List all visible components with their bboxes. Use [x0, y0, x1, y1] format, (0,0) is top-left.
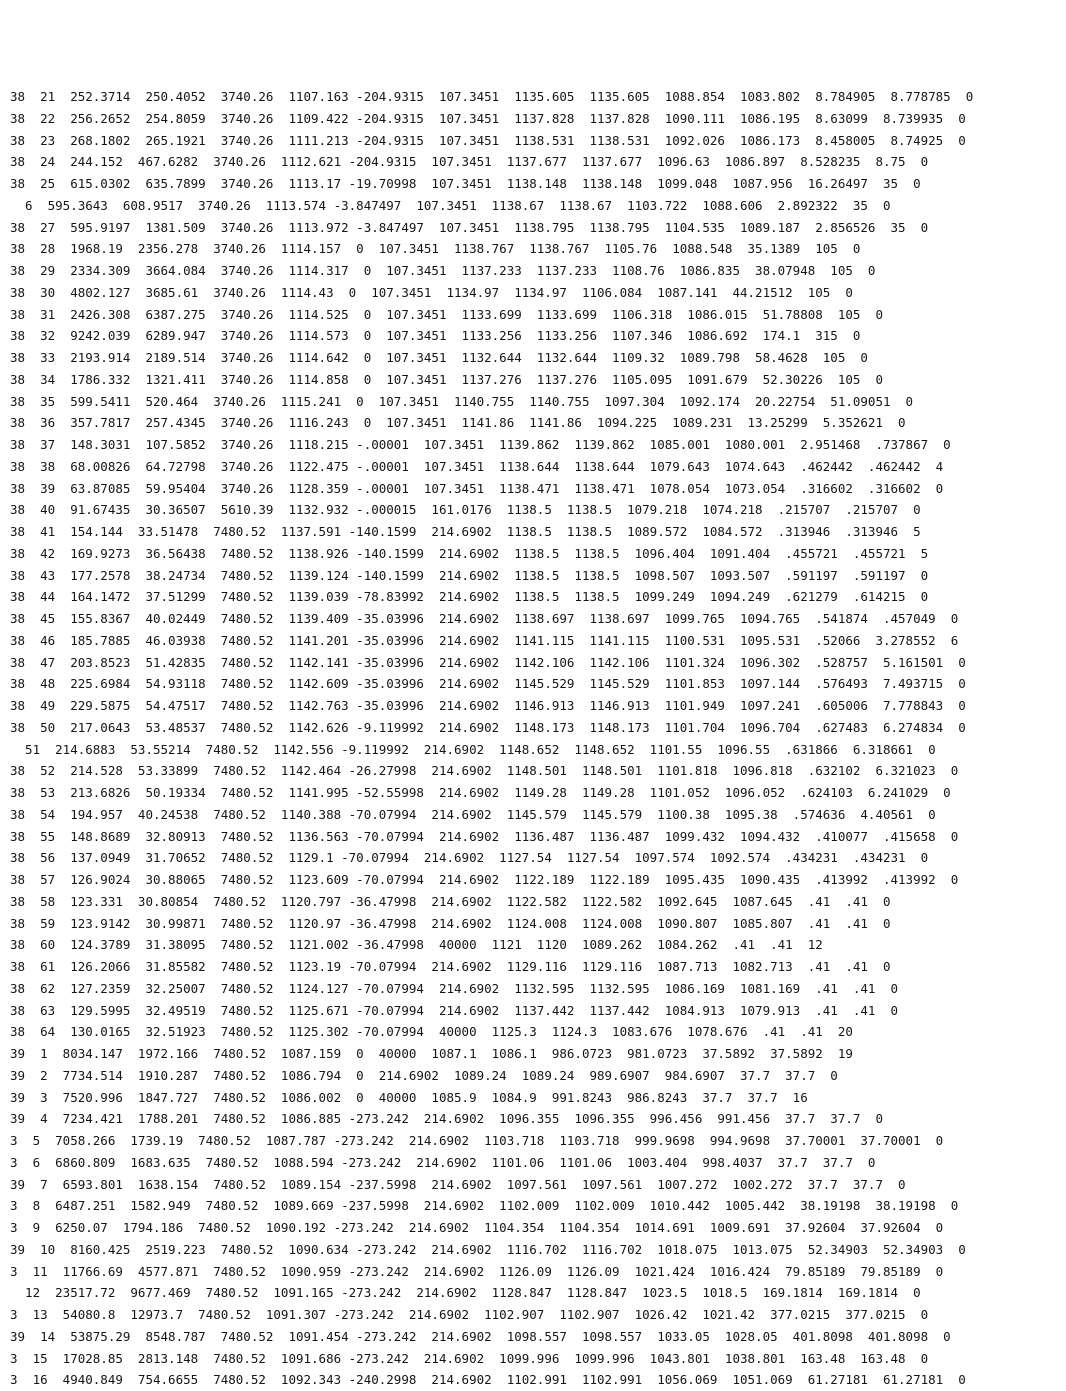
data-row: 38 29 2334.309 3664.084 3740.26 1114.317 0 107.3451 1137.233 1137.233 1108.76 1086.835 38.07948 105 0: [10, 263, 876, 278]
data-row: 38 37 148.3031 107.5852 3740.26 1118.215 -.00001 107.3451 1139.862 1139.862 1085.001 1080.001 2.951468 .737867 0: [10, 437, 951, 452]
data-row: 39 3 7520.996 1847.727 7480.52 1086.002 0 40000 1085.9 1084.9 991.8243 986.8243 37.7 37.7 16: [10, 1089, 808, 1105]
data-row: 38 35 599.5411 520.464 3740.26 1115.241 0 107.3451 1140.755 1140.755 1097.304 1092.174 20.22754 51.09051 0: [10, 393, 914, 409]
data-row: 3 15 17028.85 2813.148 7480.52 1091.686 -273.242 214.6902 1099.996 1099.996 1043.801 1038.801 163.48 163.48 0: [10, 1350, 929, 1366]
data-row: 38 34 1786.332 1321.411 3740.26 1114.858 0 107.3451 1137.276 1137.276 1105.095 1091.679 52.30226 105 0: [10, 371, 883, 387]
data-row: 3 5 7058.266 1739.19 7480.52 1087.787 -273.242 214.6902 1103.718 1103.718 999.9698 994.9698 37.70001 37.70001 0: [10, 1133, 944, 1148]
data-row: 38 50 217.0643 53.48537 7480.52 1142.626 -9.119992 214.6902 1148.173 1148.173 1101.704 1096.704 .627483 6.274834 0: [10, 719, 966, 735]
data-row: 38 59 123.9142 30.99871 7480.52 1120.97 -36.47998 214.6902 1124.008 1124.008 1090.807 1085.807 .41 .41 0: [10, 915, 891, 931]
data-row: 38 49 229.5875 54.47517 7480.52 1142.763 -35.03996 214.6902 1146.913 1146.913 1101.949 1097.241 .605006 7.778843 0: [10, 698, 966, 713]
data-row: 38 61 126.2066 31.85582 7480.52 1123.19 -70.07994 214.6902 1129.116 1129.116 1087.713 1082.713 .41 .41 0: [10, 959, 891, 974]
data-row: 38 39 63.87085 59.95404 3740.26 1128.359 -.00001 107.3451 1138.471 1138.471 1078.054 1073.054 .316602 .316602 0: [10, 480, 944, 496]
data-row: 3 6 6860.809 1683.635 7480.52 1088.594 -273.242 214.6902 1101.06 1101.06 1003.404 998.4037 37.7 37.7 0: [10, 1154, 876, 1170]
data-row: 39 14 53875.29 8548.787 7480.52 1091.454 -273.242 214.6902 1098.557 1098.557 1033.05 1028.05 401.8098 401.8098 0: [10, 1328, 951, 1344]
data-row: 38 52 214.528 53.33899 7480.52 1142.464 -26.27998 214.6902 1148.501 1148.501 1101.818 1096.818 .632102 6.321023 0: [10, 763, 959, 779]
data-row: 38 46 185.7885 46.03938 7480.52 1141.201 -35.03996 214.6902 1141.115 1141.115 1100.531 1095.531 .52066 3.278552 6: [10, 632, 959, 648]
data-row: 38 33 2193.914 2189.514 3740.26 1114.642 0 107.3451 1132.644 1132.644 1109.32 1089.798 58.4628 105 0: [10, 350, 868, 365]
data-row: 38 22 256.2652 254.8059 3740.26 1109.422 -204.9315 107.3451 1137.828 1137.828 1090.111 1086.195 8.63099 8.739935 0: [10, 110, 966, 126]
data-row: 3 13 54080.8 12973.7 7480.52 1091.307 -273.242 214.6902 1102.907 1102.907 1026.42 1021.42 377.0215 377.0215 0: [10, 1307, 929, 1322]
data-row: 39 10 8160.425 2519.223 7480.52 1090.634 -273.242 214.6902 1116.702 1116.702 1018.075 1013.075 52.34903 52.34903 0: [10, 1241, 966, 1257]
data-row: 38 21 252.3714 250.4052 3740.26 1107.163 -204.9315 107.3451 1135.605 1135.605 1088.854 1083.802 8.784905 8.778785 0: [10, 89, 974, 104]
data-row: 38 30 4802.127 3685.61 3740.26 1114.43 0 107.3451 1134.97 1134.97 1106.084 1087.141 44.21512 105 0: [10, 284, 853, 300]
data-row: 3 16 4940.849 754.6655 7480.52 1092.343 -240.2998 214.6902 1102.991 1102.991 1056.069 1051.069 61.27181 61.27181 0: [10, 1372, 966, 1388]
data-row: 38 24 244.152 467.6282 3740.26 1112.621 -204.9315 107.3451 1137.677 1137.677 1096.63 1086.897 8.528235 8.75 0: [10, 154, 929, 170]
data-row: 38 64 130.0165 32.51923 7480.52 1125.302 -70.07994 40000 1125.3 1124.3 1083.676 1078.676 .41 .41 20: [10, 1024, 853, 1040]
data-row: 12 23517.72 9677.469 7480.52 1091.165 -273.242 214.6902 1128.847 1128.847 1023.5 1018.5 169.1814 169.1814 0: [10, 1285, 921, 1301]
data-row: 38 57 126.9024 30.88065 7480.52 1123.609 -70.07994 214.6902 1122.189 1122.189 1095.435 1090.435 .413992 .413992 0: [10, 872, 959, 887]
data-row: 38 25 615.0302 635.7899 3740.26 1113.17 -19.70998 107.3451 1138.148 1138.148 1099.048 1087.956 16.26497 35 0: [10, 176, 921, 191]
data-row: 38 47 203.8523 51.42835 7480.52 1142.141 -35.03996 214.6902 1142.106 1142.106 1101.324 1096.302 .528757 5.161501 0: [10, 654, 966, 670]
data-row: 38 31 2426.308 6387.275 3740.26 1114.525 0 107.3451 1133.699 1133.699 1106.318 1086.015 51.78808 105 0: [10, 306, 883, 322]
data-row: 39 1 8034.147 1972.166 7480.52 1087.159 0 40000 1087.1 1086.1 986.0723 981.0723 37.5892 37.5892 19: [10, 1046, 853, 1061]
data-row: 38 54 194.957 40.24538 7480.52 1140.388 -70.07994 214.6902 1145.579 1145.579 1100.38 1095.38 .574636 4.40561 0: [10, 806, 936, 822]
data-row: 38 63 129.5995 32.49519 7480.52 1125.671 -70.07994 214.6902 1137.442 1137.442 1084.913 1079.913 .41 .41 0: [10, 1002, 899, 1018]
data-row: 39 2 7734.514 1910.287 7480.52 1086.794 0 214.6902 1089.24 1089.24 989.6907 984.6907 37.7 37.7 0: [10, 1067, 838, 1083]
data-row: 51 214.6883 53.55214 7480.52 1142.556 -9.119992 214.6902 1148.652 1148.652 1101.55 1096.55 .631866 6.318661 0: [10, 741, 936, 757]
data-row: 38 42 169.9273 36.56438 7480.52 1138.926 -140.1599 214.6902 1138.5 1138.5 1096.404 1091.404 .455721 .455721 5: [10, 545, 929, 561]
data-row: 38 28 1968.19 2356.278 3740.26 1114.157 0 107.3451 1138.767 1138.767 1105.76 1088.548 35.1389 105 0: [10, 241, 861, 257]
data-row: 38 36 357.7817 257.4345 3740.26 1116.243 0 107.3451 1141.86 1141.86 1094.225 1089.231 13.25299 5.352621 0: [10, 415, 906, 431]
data-row: 38 32 9242.039 6289.947 3740.26 1114.573 0 107.3451 1133.256 1133.256 1107.346 1086.692 174.1 315 0: [10, 328, 861, 344]
data-row: 38 48 225.6984 54.93118 7480.52 1142.609 -35.03996 214.6902 1145.529 1145.529 1101.853 1097.144 .576493 7.493715 0: [10, 676, 966, 692]
data-row: 38 60 124.3789 31.38095 7480.52 1121.002 -36.47998 40000 1121 1120 1089.262 1084.262 .41 .41 12: [10, 937, 823, 953]
data-row: 38 23 268.1802 265.1921 3740.26 1111.213 -204.9315 107.3451 1138.531 1138.531 1092.026 1086.173 8.458005 8.74925 0: [10, 132, 966, 148]
data-row: 38 44 164.1472 37.51299 7480.52 1139.039 -78.83992 214.6902 1138.5 1138.5 1099.249 1094.249 .621279 .614215 0: [10, 589, 929, 605]
data-row: 38 62 127.2359 32.25007 7480.52 1124.127 -70.07994 214.6902 1132.595 1132.595 1086.169 1081.169 .41 .41 0: [10, 980, 899, 996]
data-row: 38 38 68.00826 64.72798 3740.26 1122.475 -.00001 107.3451 1138.644 1138.644 1079.643 1074.643 .462442 .462442 4: [10, 458, 944, 474]
data-row: 38 58 123.331 30.80854 7480.52 1120.797 -36.47998 214.6902 1122.582 1122.582 1092.645 1087.645 .41 .41 0: [10, 893, 891, 909]
data-row: 39 7 6593.801 1638.154 7480.52 1089.154 -237.5998 214.6902 1097.561 1097.561 1007.272 1002.272 37.7 37.7 0: [10, 1176, 906, 1192]
data-row: 38 55 148.8689 32.80913 7480.52 1136.563 -70.07994 214.6902 1136.487 1136.487 1099.432 1094.432 .410077 .415658 0: [10, 828, 959, 844]
data-row: 38 45 155.8367 40.02449 7480.52 1139.409 -35.03996 214.6902 1138.697 1138.697 1099.765 1094.765 .541874 .457049 0: [10, 611, 959, 626]
data-row: 38 53 213.6826 50.19334 7480.52 1141.995 -52.55998 214.6902 1149.28 1149.28 1101.052 1096.052 .624103 6.241029 0: [10, 785, 951, 800]
data-row: 38 56 137.0949 31.70652 7480.52 1129.1 -70.07994 214.6902 1127.54 1127.54 1097.574 1092.574 .434231 .434231 0: [10, 850, 929, 866]
data-row: 38 27 595.9197 1381.509 3740.26 1113.972 -3.847497 107.3451 1138.795 1138.795 1104.535 1089.187 2.856526 35 0: [10, 219, 929, 235]
data-row: 3 11 11766.69 4577.871 7480.52 1090.959 -273.242 214.6902 1126.09 1126.09 1021.424 1016.424 79.85189 79.85189 0: [10, 1263, 944, 1279]
data-row: 38 40 91.67435 30.36507 5610.39 1132.932 -.000015 161.0176 1138.5 1138.5 1079.218 1074.218 .215707 .215707 0: [10, 502, 921, 518]
data-row: 39 4 7234.421 1788.201 7480.52 1086.885 -273.242 214.6902 1096.355 1096.355 996.456 991.456 37.7 37.7 0: [10, 1111, 883, 1127]
data-row: 38 41 154.144 33.51478 7480.52 1137.591 -140.1599 214.6902 1138.5 1138.5 1089.572 1084.572 .313946 .313946 5: [10, 524, 921, 539]
data-row: 3 9 6250.07 1794.186 7480.52 1090.192 -273.242 214.6902 1104.354 1104.354 1014.691 1009.691 37.92604 37.92604 0: [10, 1220, 944, 1235]
data-row: 3 8 6487.251 1582.949 7480.52 1089.669 -237.5998 214.6902 1102.009 1102.009 1010.442 1005.442 38.19198 38.19198 0: [10, 1198, 959, 1214]
data-row: 38 43 177.2578 38.24734 7480.52 1139.124 -140.1599 214.6902 1138.5 1138.5 1098.507 1093.507 .591197 .591197 0: [10, 567, 929, 583]
data-row: 6 595.3643 608.9517 3740.26 1113.574 -3.847497 107.3451 1138.67 1138.67 1103.722 1088.606 2.892322 35 0: [10, 197, 891, 213]
